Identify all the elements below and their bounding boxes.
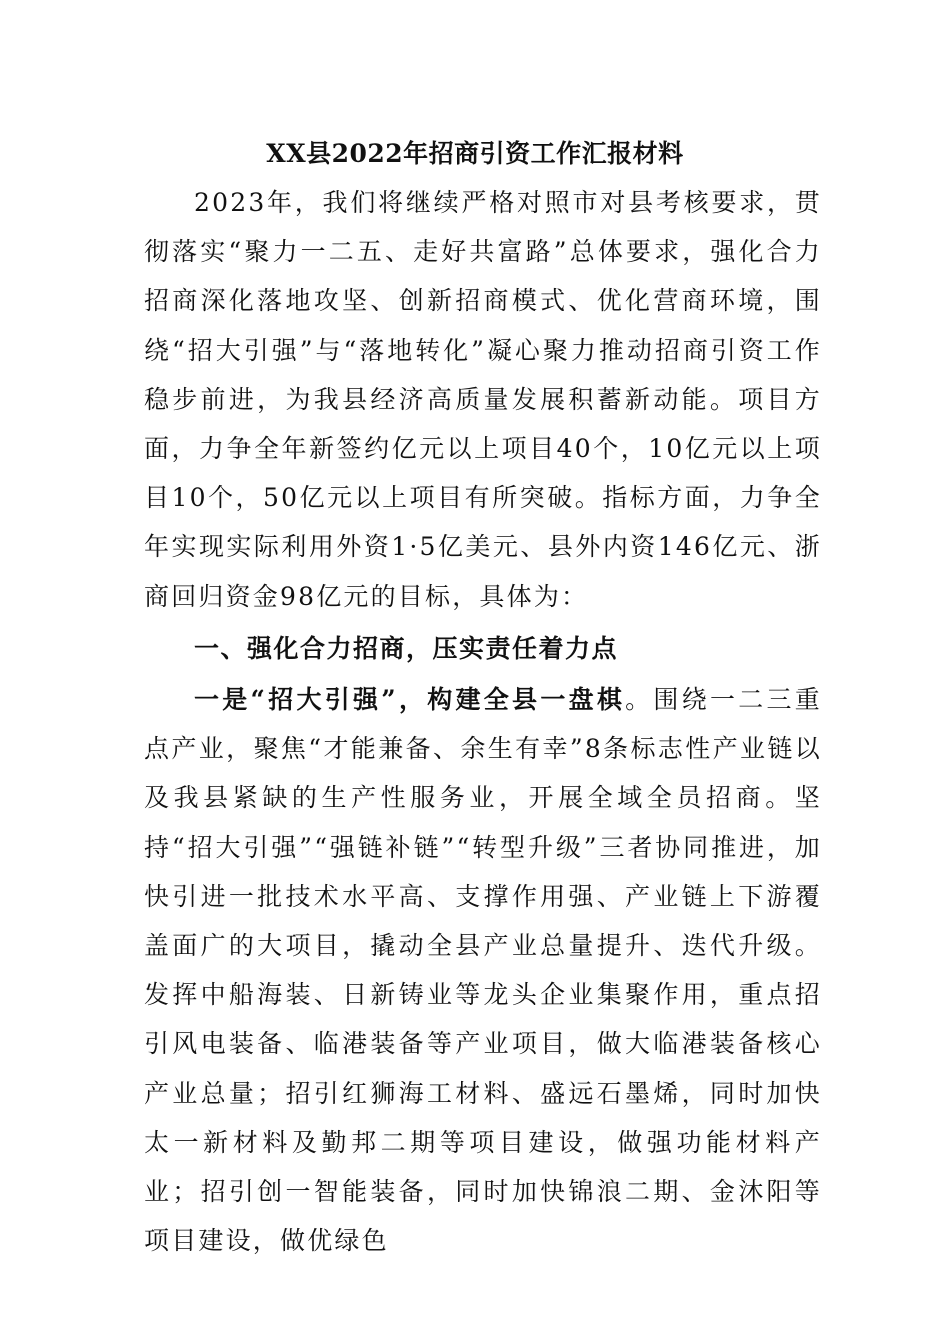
section-paragraph — [144, 675, 822, 1265]
intro-paragraph: 2023年，我们将继续严格对照市对县考核要求，贯彻落实“聚力一二五、走好共富路”总体要求，强化合力招商深化落地攻坚、创新招商模式、优化营商环境，围绕“招大引强”与“落地转化”凝心聚力推动招商引资工作稳步前进，为我县经济高质量发展积蓄新动能。项目方面，力争全年新签约亿元以上项目40个，10亿元以上项目10个，50亿元以上项目有所突破。指标方面，力争全年实现实际利用外资1·5亿美元、县外内资146亿元、浙商回归资金98亿元的目标，具体为： — [144, 188, 822, 611]
document-title: XX县2022年招商引资工作汇报材料 — [266, 139, 684, 168]
section-body-text: 。围绕一二三重点产业，聚焦“才能兼备、余生有幸”8条标志性产业链以及我县紧缺的生产性服务业，开展全域全员招商。坚持“招大引强”“强链补链”“转型升级”三者协同推进，加快引进一批技术水平高、支撑作用强、产业链上下游覆盖面广的大项目，撬动全县产业总量提升、迭代升级。发挥中船海装、日新铸业等龙头企业集聚作用，重点招引风电装备、临港装备等产业项目，做大临港装备核心产业总量；招引红狮海工材料、盛远石墨烯，同时加快太一新材料及勤邦二期等项目建设，做强功能材料产业；招引创一智能装备，同时加快锦浪二期、金沐阳等项目建设，做优绿色 — [144, 685, 823, 1256]
section-heading: 一、强化合力招商，压实责任着力点 — [194, 634, 619, 663]
section-lead-text: 一是“招大引强”，构建全县一盘棋 — [194, 685, 626, 714]
